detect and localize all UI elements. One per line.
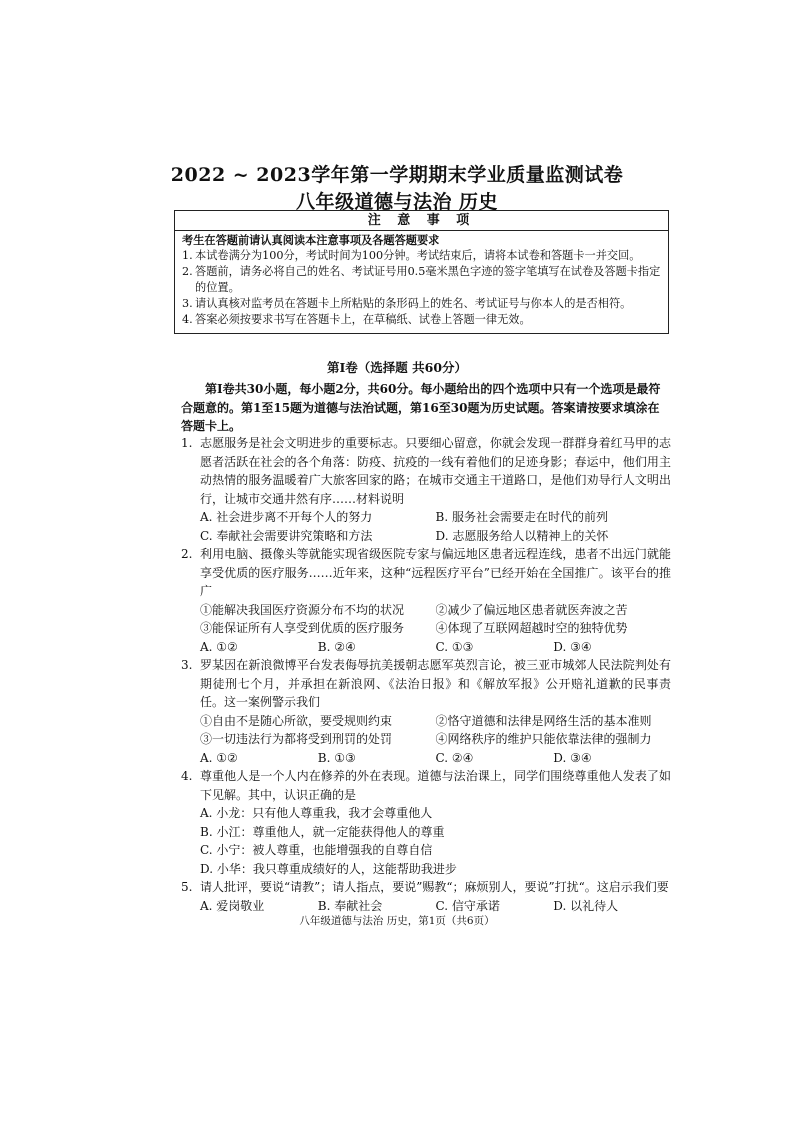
option-b: B. 小江：尊重他人，就一定能获得他人的尊重 xyxy=(200,824,445,839)
question-3 xyxy=(181,656,671,767)
option-d: D. ③④ xyxy=(553,639,592,654)
question-4 xyxy=(181,767,671,878)
statement-row xyxy=(200,619,671,638)
notice-item-number: 3. xyxy=(182,297,193,310)
option-row xyxy=(200,638,671,657)
question-body xyxy=(200,656,671,767)
exam-title: 2022 ~ 2023学年第一学期期末学业质量监测试卷 xyxy=(170,164,624,186)
statement-3: ③能保证所有人享受到优质的医疗服务 xyxy=(200,621,405,635)
option-row xyxy=(200,508,671,527)
statement-row xyxy=(200,712,671,731)
notice-item xyxy=(182,248,662,264)
question-body xyxy=(200,545,671,656)
option-c: C. ①③ xyxy=(435,639,474,654)
option-a: A. 爱岗敬业 xyxy=(200,898,265,913)
notice-item-text: 答题前，请务必将自己的姓名、考试证号用0.5毫米黑色字迹的签字笔填写在试卷及答题卡指定的位置。 xyxy=(195,265,661,294)
notice-item xyxy=(182,296,662,312)
option-b: B. 奉献社会 xyxy=(317,898,383,913)
option-b: B. ①③ xyxy=(317,750,356,765)
section-intro: 第Ⅰ卷共30小题，每小题2分，共60分。每小题给出的四个选项中只有一个选项是最符合题意的。第1至15题为道德与法治试题，第16至30题为历史试题。答案请按要求填涂在答题卡上。 xyxy=(181,382,661,433)
option-b: B. ②④ xyxy=(317,639,356,654)
question-body xyxy=(200,767,671,878)
notice-item-number: 1. xyxy=(182,249,193,262)
option-row xyxy=(200,527,671,546)
exam-subtitle: 八年级道德与法治 历史 xyxy=(295,191,499,213)
option-a: A. ①② xyxy=(200,639,238,654)
statement-3: ③一切违法行为都将受到刑罚的处罚 xyxy=(200,732,393,746)
option-d: D. 小华：我只尊重成绩好的人，这能帮助我进步 xyxy=(200,861,457,876)
statement-row xyxy=(200,601,671,620)
option-c: C. 奉献社会需要讲究策略和方法 xyxy=(200,528,373,543)
notice-item-text: 答案必须按要求书写在答题卡上，在草稿纸、试卷上答题一律无效。 xyxy=(195,313,531,326)
question-stem: 罗某因在新浪微博平台发表侮辱抗美援朝志愿军英烈言论，被三亚市城郊人民法院判处有期徒刑七个月，并承担在新浪网、《法治日报》和《解放军报》公开赔礼道歉的民事责任。这一案例警示我们 xyxy=(200,658,671,709)
question-stem: 尊重他人是一个人内在修养的外在表现。道德与法治课上，同学们围绕尊重他人发表了如下见解。其中，认识正确的是 xyxy=(200,769,671,802)
notice-item-number: 2. xyxy=(182,265,193,278)
option-c: C. ②④ xyxy=(435,750,474,765)
question-body xyxy=(200,434,671,545)
option-c: C. 信守承诺 xyxy=(435,898,500,913)
statement-row xyxy=(200,730,671,749)
option-a: A. 社会进步离不开每个人的努力 xyxy=(200,510,373,524)
question-number: 3. xyxy=(181,658,193,672)
page-footer: 八年级道德与法治 历史，第1页（共6页） xyxy=(299,915,495,927)
question-number: 4. xyxy=(181,769,193,783)
section-title: 第Ⅰ卷（选择题 共60分） xyxy=(326,360,468,375)
question-stem: 请人批评，要说“请教”；请人指点，要说”赐教“；麻烦别人，要说”打扰“。这启示我们要 xyxy=(200,880,669,894)
question-5 xyxy=(181,878,671,915)
statement-4: ④体现了互联网超越时空的独特优势 xyxy=(435,621,628,635)
notice-item-text: 本试卷满分为100分，考试时间为100分钟。考试结束后，请将本试卷和答题卡一并交回。 xyxy=(195,249,641,262)
question-1 xyxy=(181,434,671,545)
question-stem: 志愿服务是社会文明进步的重要标志。只要细心留意，你就会发现一群群身着红马甲的志愿者活跃在社会的各个角落：防疫、抗疫的一线有着他们的足迹身影；春运中，他们用主动热情的服务温暖着广大旅客回家的路；在城市交通主干道路口，是他们劝导行人文明出行，让城市交通井然有序……材料说明 xyxy=(200,436,671,506)
question-stem: 利用电脑、摄像头等就能实现省级医院专家与偏远地区患者远程连线，患者不出远门就能享受优质的医疗服务……近年来，这种“远程医疗平台”已经开始在全国推广。该平台的推广 xyxy=(200,547,671,598)
question-number: 1. xyxy=(181,436,193,450)
notice-item xyxy=(182,312,662,328)
notice-body xyxy=(175,231,668,328)
question-2 xyxy=(181,545,671,656)
statement-1: ①能解决我国医疗资源分布不均的状况 xyxy=(200,602,405,617)
question-number: 2. xyxy=(181,547,193,561)
option-a: A. 小龙：只有他人尊重我，我才会尊重他人 xyxy=(200,806,433,820)
question-body xyxy=(200,878,671,915)
notice-heading: 注 意 事 项 xyxy=(175,211,668,231)
option-b: B. 服务社会需要走在时代的前列 xyxy=(435,510,608,524)
notice-item xyxy=(182,264,662,296)
option-row xyxy=(200,749,671,768)
option-d: D. 以礼待人 xyxy=(553,898,619,913)
statement-1: ①自由不是随心所欲，要受规则约束 xyxy=(200,713,393,728)
option-a: A. ①② xyxy=(200,750,238,765)
option-d: D. 志愿服务给人以精神上的关怀 xyxy=(435,528,609,543)
question-number: 5. xyxy=(181,880,193,894)
option-c: C. 小宁：被人尊重，也能增强我的自尊自信 xyxy=(200,843,433,857)
notice-lead: 考生在答题前请认真阅读本注意事项及各题答题要求 xyxy=(182,233,440,247)
notice-item-text: 请认真核对监考员在答题卡上所粘贴的条形码上的姓名、考试证号与你本人的是否相符。 xyxy=(195,297,632,310)
notice-box xyxy=(174,210,669,334)
question-list xyxy=(181,434,671,915)
option-d: D. ③④ xyxy=(553,750,592,765)
statement-4: ④网络秩序的维护只能依靠法律的强制力 xyxy=(435,732,652,746)
statement-2: ②恪守道德和法律是网络生活的基本准则 xyxy=(435,713,652,728)
notice-item-number: 4. xyxy=(182,313,193,326)
statement-2: ②减少了偏远地区患者就医奔波之苦 xyxy=(435,602,628,617)
